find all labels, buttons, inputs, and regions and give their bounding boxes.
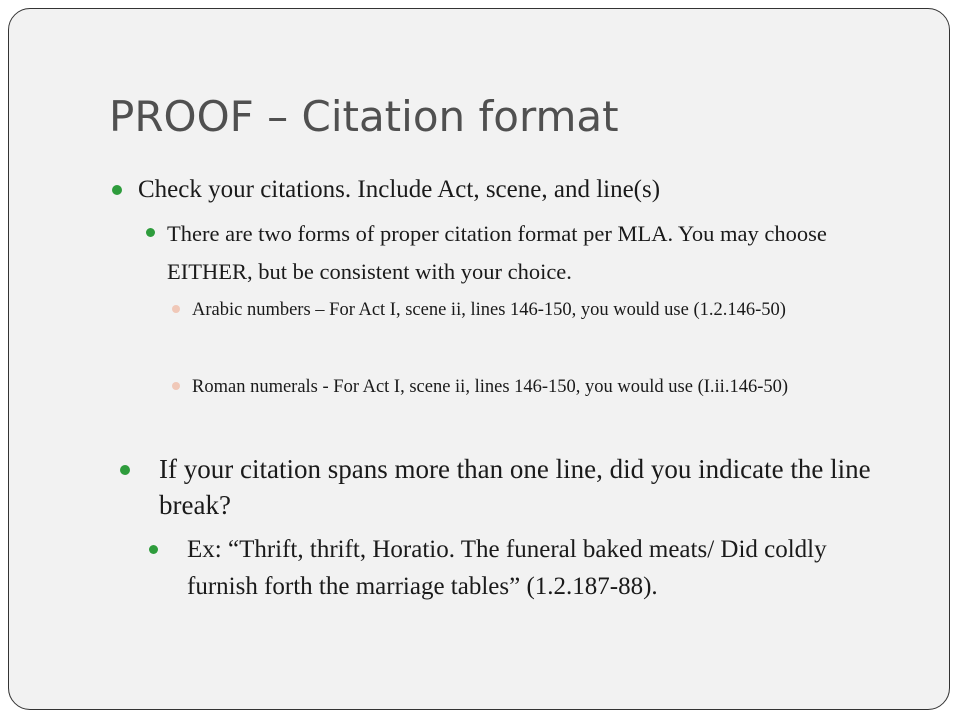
pink-bullet-icon [172,305,180,313]
bullet-roman-numerals [192,370,882,405]
green-bullet-icon [149,545,158,554]
bullet-example-quote [187,531,877,605]
bullet-text: Ex: “Thrift, thrift, Horatio. The funeral baked meats/ Did coldly furnish forth the marriage tables” (1.2.187-88). [187,536,827,600]
slide [8,8,950,710]
bullet-text: Arabic numbers – For Act I, scene ii, lines 146-150, you would use (1.2.146-50) [192,300,786,320]
bullet-check-citations [138,172,898,208]
bullet-two-forms [167,215,875,291]
bullet-text: Roman numerals - For Act I, scene ii, lines 146-150, you would use (I.ii.146-50) [192,377,789,397]
pink-bullet-icon [172,382,180,390]
slide-title: PROOF – Citation format [109,92,619,141]
bullet-text: Check your citations. Include Act, scene, and line(s) [138,176,661,203]
green-bullet-icon [120,465,130,475]
green-bullet-icon [146,228,155,237]
green-bullet-icon [112,185,122,195]
bullet-text: There are two forms of proper citation format per MLA. You may choose EITHER, but be consistent with your choice. [167,221,827,284]
bullet-line-break [159,451,894,523]
bullet-arabic-numbers [192,293,882,328]
bullet-text: If your citation spans more than one line, did you indicate the line break? [159,454,871,520]
